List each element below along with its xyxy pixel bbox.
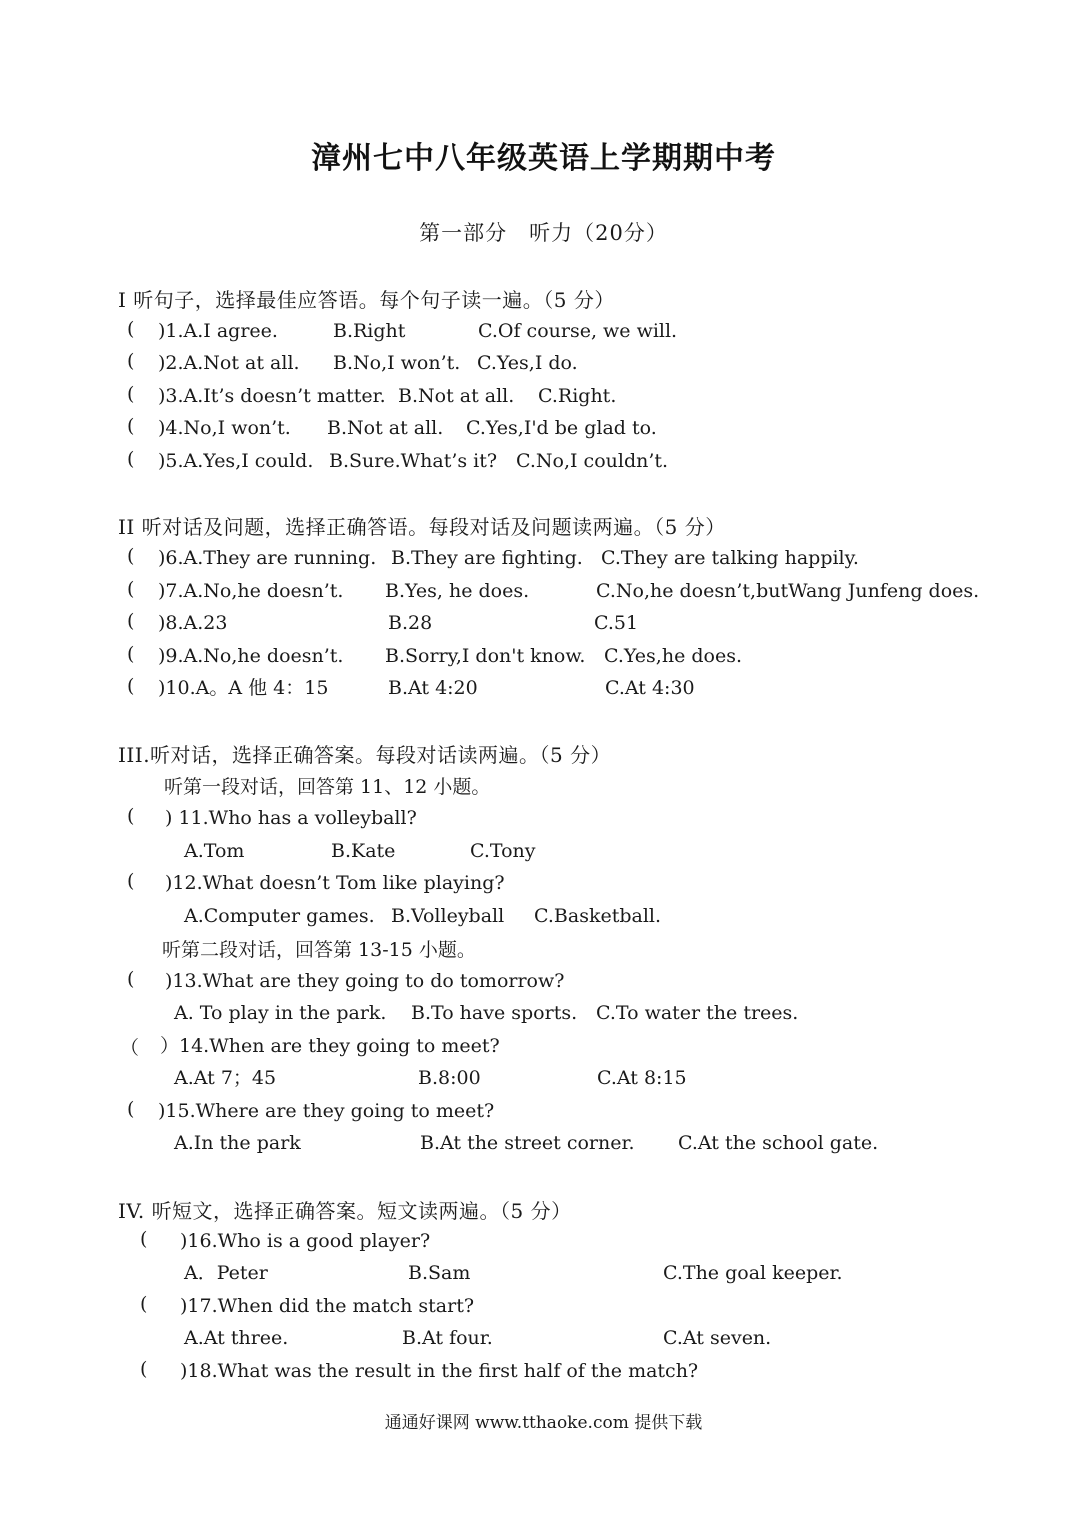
- answer-blank: (: [127, 383, 135, 405]
- q7-option-c: C.No,he doesn’t,butWang Junfeng does.: [596, 580, 980, 602]
- q17-option-c: C.At seven.: [663, 1327, 772, 1349]
- q17-option-b: B.At four.: [402, 1327, 493, 1349]
- q5-option-c: C.No,I couldn’t.: [516, 450, 669, 472]
- q12-option-b: B.Volleyball: [391, 905, 505, 927]
- q15-option-b: B.At the street corner.: [420, 1132, 635, 1154]
- section-3-heading: III.听对话，选择正确答案。每段对话读两遍。（5 分）: [118, 743, 612, 767]
- answer-blank: (: [127, 805, 135, 827]
- section-3-instruction-2: 听第二段对话，回答第 13-15 小题。: [162, 939, 476, 961]
- answer-blank: (: [127, 675, 135, 697]
- q16-option-b: B.Sam: [408, 1262, 471, 1284]
- question-2: )2.A.Not at all.: [158, 352, 300, 374]
- question-1: )1.A.I agree.: [158, 320, 278, 342]
- part-heading: 第一部分 听力（20分）: [419, 221, 668, 245]
- section-2-heading: II 听对话及问题，选择正确答语。每段对话及问题读两遍。（5 分）: [118, 515, 726, 539]
- q4-option-c: C.Yes,I'd be glad to.: [466, 417, 657, 439]
- q16-option-c: C.The goal keeper.: [663, 1262, 843, 1284]
- q7-option-b: B.Yes, he does.: [385, 580, 530, 602]
- q14-option-c: C.At 8:15: [597, 1067, 687, 1089]
- q17-option-a: A.At three.: [184, 1327, 289, 1349]
- answer-blank: (: [127, 578, 135, 600]
- answer-blank: (: [127, 545, 135, 567]
- q2-option-b: B.No,I won’t.: [333, 352, 461, 374]
- question-13: )13.What are they going to do tomorrow?: [165, 970, 565, 992]
- question-15: )15.Where are they going to meet?: [158, 1100, 495, 1122]
- question-8: )8.A.23: [158, 612, 228, 634]
- q3-option-b: B.Not at all.: [398, 385, 515, 407]
- q8-option-c: C.51: [594, 612, 639, 634]
- section-3-instruction-1: 听第一段对话，回答第 11、12 小题。: [164, 776, 491, 798]
- section-4-heading: IV. 听短文，选择正确答案。短文读两遍。（5 分）: [118, 1199, 572, 1223]
- q11-option-c: C.Tony: [470, 840, 536, 862]
- q15-option-c: C.At the school gate.: [678, 1132, 879, 1154]
- answer-blank: (: [127, 448, 135, 470]
- question-16: )16.Who is a good player?: [180, 1230, 431, 1252]
- q6-option-c: C.They are talking happily.: [601, 547, 859, 569]
- q16-option-a: A．Peter: [184, 1262, 268, 1284]
- q9-option-b: B.Sorry,I don't know.: [385, 645, 586, 667]
- q14-option-a: A.At 7；45: [174, 1067, 277, 1089]
- question-10: )10.A。A 他 4：15: [158, 677, 329, 699]
- question-11: ) 11.Who has a volleyball?: [165, 807, 417, 829]
- q15-option-a: A.In the park: [174, 1132, 301, 1154]
- answer-blank: (: [127, 350, 135, 372]
- question-3: )3.A.It’s doesn’t matter.: [158, 385, 386, 407]
- q3-option-c: C.Right.: [538, 385, 617, 407]
- question-4: )4.No,I won’t.: [158, 417, 291, 439]
- q4-option-b: B.Not at all.: [327, 417, 444, 439]
- answer-blank: (: [127, 318, 135, 340]
- q1-option-c: C.Of course, we will.: [478, 320, 678, 342]
- q11-option-a: A.Tom: [184, 840, 245, 862]
- q12-option-a: A.Computer games.: [184, 905, 375, 927]
- q13-option-a: A. To play in the park.: [174, 1002, 387, 1024]
- exam-title: 漳州七中八年级英语上学期期中考: [311, 141, 776, 176]
- question-9: )9.A.No,he doesn’t.: [158, 645, 344, 667]
- q5-option-b: B.Sure.What’s it?: [329, 450, 498, 472]
- q14-option-b: B.8:00: [418, 1067, 481, 1089]
- answer-blank: (: [140, 1293, 148, 1315]
- q10-option-b: B.At 4:20: [388, 677, 478, 699]
- question-14: ）14.When are they going to meet?: [160, 1035, 500, 1057]
- answer-blank: (: [127, 610, 135, 632]
- q13-option-b: B.To have sports.: [411, 1002, 578, 1024]
- q10-option-c: C.At 4:30: [605, 677, 695, 699]
- question-12: )12.What doesn’t Tom like playing?: [165, 872, 505, 894]
- page-footer: 通通好课网 www.tthaoke.com 提供下载: [384, 1413, 703, 1433]
- q1-option-b: B.Right: [333, 320, 406, 342]
- q13-option-c: C.To water the trees.: [596, 1002, 799, 1024]
- answer-blank: (: [127, 643, 135, 665]
- q6-option-b: B.They are fighting.: [391, 547, 583, 569]
- answer-blank: (: [127, 968, 135, 990]
- q2-option-c: C.Yes,I do.: [477, 352, 578, 374]
- question-17: )17.When did the match start?: [180, 1295, 475, 1317]
- question-7: )7.A.No,he doesn’t.: [158, 580, 344, 602]
- question-18: )18.What was the result in the first half of the match?: [180, 1360, 699, 1382]
- q8-option-b: B.28: [388, 612, 433, 634]
- answer-blank: (: [140, 1228, 148, 1250]
- answer-blank: (: [127, 870, 135, 892]
- q11-option-b: B.Kate: [331, 840, 396, 862]
- answer-blank: (: [127, 415, 135, 437]
- question-5: )5.A.Yes,I could.: [158, 450, 314, 472]
- q9-option-c: C.Yes,he does.: [604, 645, 742, 667]
- q12-option-c: C.Basketball.: [534, 905, 662, 927]
- answer-blank: (: [140, 1358, 148, 1380]
- question-6: )6.A.They are running.: [158, 547, 377, 569]
- section-1-heading: I 听句子，选择最佳应答语。每个句子读一遍。（5 分）: [118, 288, 615, 312]
- answer-blank: (: [127, 1098, 135, 1120]
- answer-blank: （: [120, 1037, 140, 1059]
